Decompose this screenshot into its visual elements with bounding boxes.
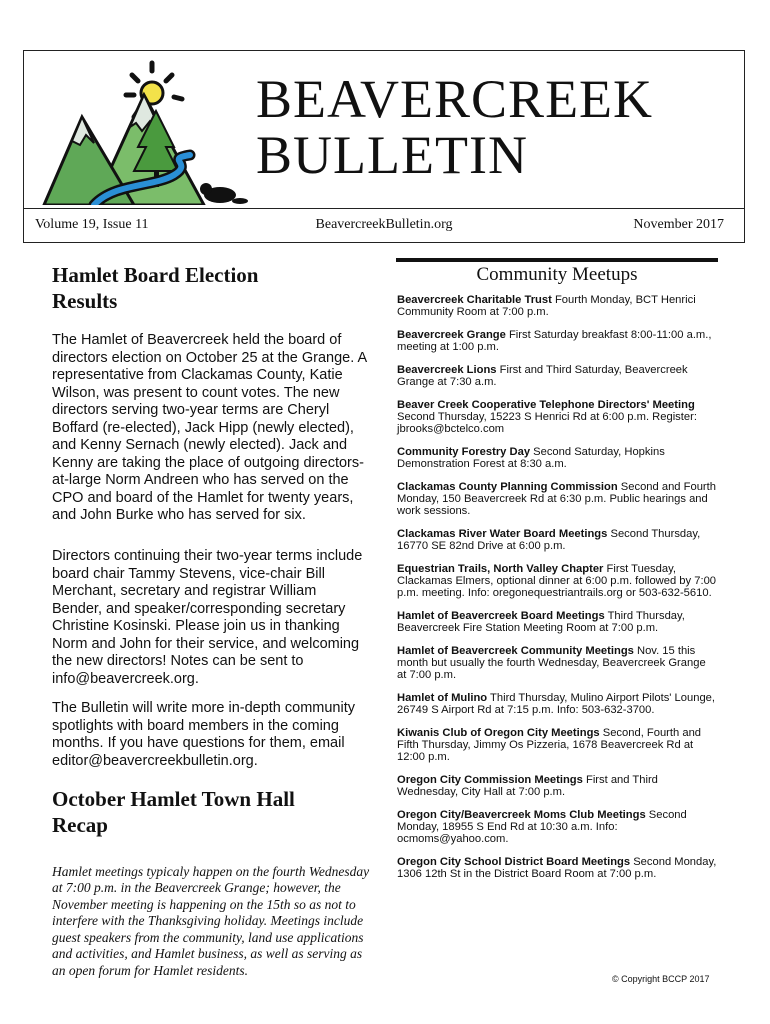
meetup-name: Beavercreek Charitable Trust — [397, 294, 552, 306]
meetup-name: Community Forestry Day — [397, 445, 531, 458]
title-line-2: BULLETIN — [256, 125, 528, 185]
meetup-item — [397, 481, 717, 518]
meetup-name: Oregon City/Beavercreek Moms Club Meetings — [397, 808, 646, 821]
copyright: © Copyright BCCP 2017 — [612, 974, 710, 984]
townhall-paragraph: Hamlet meetings typicaly happen on the fourth Wednesday at 7:00 p.m. in the Beavercreek Grange; however, the November meeting is happening on the 15th so as not to interfere with the Thanksgiving holiday. Meetings include guest speakers from the community, land use applications and activities, and Hamlet business, as well as serving as an open forum for Hamlet residents. — [52, 863, 370, 978]
meetup-name: Hamlet of Beavercreek Board Meetings — [397, 609, 605, 622]
election-title-line-2: Results — [52, 289, 118, 313]
meetup-detail: Second, Fourth and Fifth Thursday, Jimmy Os Pizzeria, 1678 Beavercreek Rd at 12:00 p.m. — [397, 726, 702, 764]
meetup-item — [397, 528, 717, 552]
meetup-item — [397, 563, 717, 600]
meetup-detail: Second Monday, 18955 S End Rd at 10:30 a.m. Info: ocmoms@yahoo.com. — [397, 808, 687, 846]
meetup-name: Oregon City School District Board Meetings — [397, 855, 631, 868]
election-title-line-1: Hamlet Board Election — [52, 263, 259, 287]
meetup-item — [397, 446, 717, 470]
website-link[interactable]: BeavercreekBulletin.org — [315, 217, 453, 232]
election-paragraph-1: The Hamlet of Beavercreek held the board of directors election on October 25 at the Grange. A representative from Clackamas County, Katie Wilson, was present to count votes. The new directors serving two-year terms are Cheryl Boffard (re-elected), Jack Hipp (newly elected), and Kenny Sernach (newly elected). Jack and Kenny are taking the place of outgoing directors-at-large Norm Andreen who has served on the CPO and board of the Hamlet for twenty years, and John Burke who has served for six. — [52, 332, 367, 523]
meetup-name: Clackamas County Planning Commission — [397, 480, 618, 493]
election-paragraph-3: The Bulletin will write more in-depth community spotlights with board members in the coming months. If you have questions for them, email editor@beavercreekbulletin.org. — [52, 700, 355, 769]
meetup-item — [397, 399, 717, 436]
meetup-detail: Nov. 15 this month but usually the fourth Wednesday, Beavercreek Grange at 7:00 p.m. — [397, 644, 706, 682]
meetup-detail: Second Thursday, 15223 S Henrici Rd at 6:00 p.m. Register: jbrooks@bctelco.com — [397, 410, 697, 436]
left-column — [52, 262, 370, 978]
article-election-title — [52, 262, 370, 314]
meetup-detail: Second Thursday, 16770 SE 82nd Drive at 6:00 p.m. — [397, 527, 701, 553]
meetups-top-rule — [396, 258, 718, 262]
meetup-item — [397, 364, 717, 388]
meetup-item — [397, 692, 717, 716]
masthead-divider — [24, 208, 744, 209]
meetup-detail: First Saturday breakfast 8:00-11:00 a.m., meeting at 1:00 p.m. — [397, 328, 712, 354]
meetup-item — [397, 774, 717, 798]
meetup-name: Hamlet of Beavercreek Community Meetings — [397, 644, 634, 657]
meetup-name: Beavercreek Grange — [397, 328, 506, 341]
meetups-list — [397, 294, 717, 891]
sun-icon — [126, 63, 182, 117]
meetup-detail: Second and Fourth Monday, 150 Beavercreek Rd at 6:30 p.m. Public hearings and work sessions. — [397, 480, 716, 518]
election-paragraph-2: Directors continuing their two-year terms include board chair Tammy Stevens, vice-chair Bill Merchant, secretary and registrar William Bender, and speaker/corresponding secretary Christine Kosinski. Please join us in thanking Norm and John for their service, and welcoming the new directors! Notes can be sent to info@beavercreek.org. — [52, 548, 363, 687]
meetup-detail: First and Third Wednesday, City Hall at 7:00 p.m. — [397, 773, 658, 799]
title-line-1: BEAVERCREEK — [256, 69, 654, 129]
beaver-icon — [200, 183, 248, 204]
article-townhall-title — [52, 786, 295, 838]
meetups-heading: Community Meetups — [476, 264, 638, 285]
newsletter-title — [256, 71, 653, 183]
meetup-name: Clackamas River Water Board Meetings — [397, 527, 608, 540]
meetup-detail: Third Thursday, Mulino Airport Pilots' Lounge, 26749 S Airport Rd at 7:15 p.m. Info: 503-632-3700. — [397, 691, 715, 717]
meetup-item — [397, 809, 717, 846]
meetup-detail: Third Thursday, Beavercreek Fire Station Meeting Room at 7:00 p.m. — [397, 609, 685, 635]
meetup-detail: Second Saturday, Hopkins Demonstration Forest at 8:30 a.m. — [397, 445, 665, 471]
meetup-item — [397, 645, 717, 682]
meetup-detail: First and Third Saturday, Beavercreek Grange at 7:30 a.m. — [397, 363, 688, 389]
beavercreek-logo — [34, 55, 254, 205]
meetup-item — [397, 610, 717, 634]
meetup-name: Beavercreek Lions — [397, 363, 497, 376]
meetup-item — [397, 329, 717, 353]
meetup-detail: Second Monday, 1306 12th St in the District Board Room at 7:00 p.m. — [397, 855, 717, 881]
meetup-detail: Fourth Monday, BCT Henrici Community Room at 7:00 p.m. — [397, 294, 696, 319]
meetup-name: Oregon City Commission Meetings — [397, 773, 583, 786]
meetup-name: Hamlet of Mulino — [397, 691, 488, 704]
meetup-detail: First Tuesday, Clackamas Elmers, optional dinner at 6:00 p.m. followed by 7:00 p.m. meeting. Info: oregonequestriantrails.org or 503-632-5610. — [397, 562, 717, 600]
meetup-name: Equestrian Trails, North Valley Chapter — [397, 562, 604, 575]
townhall-title-line-1: October Hamlet Town Hall — [52, 787, 295, 811]
issue-date: November 2017 — [633, 217, 724, 232]
townhall-title-line-2: Recap — [52, 813, 108, 837]
meetup-item — [397, 856, 717, 880]
meetup-item — [397, 294, 717, 318]
masthead — [23, 50, 745, 243]
meetup-name: Kiwanis Club of Oregon City Meetings — [397, 726, 600, 739]
meetup-item — [397, 727, 717, 764]
volume-issue: Volume 19, Issue 11 — [35, 217, 149, 232]
meetup-name: Beaver Creek Cooperative Telephone Directors' Meeting — [397, 398, 695, 411]
